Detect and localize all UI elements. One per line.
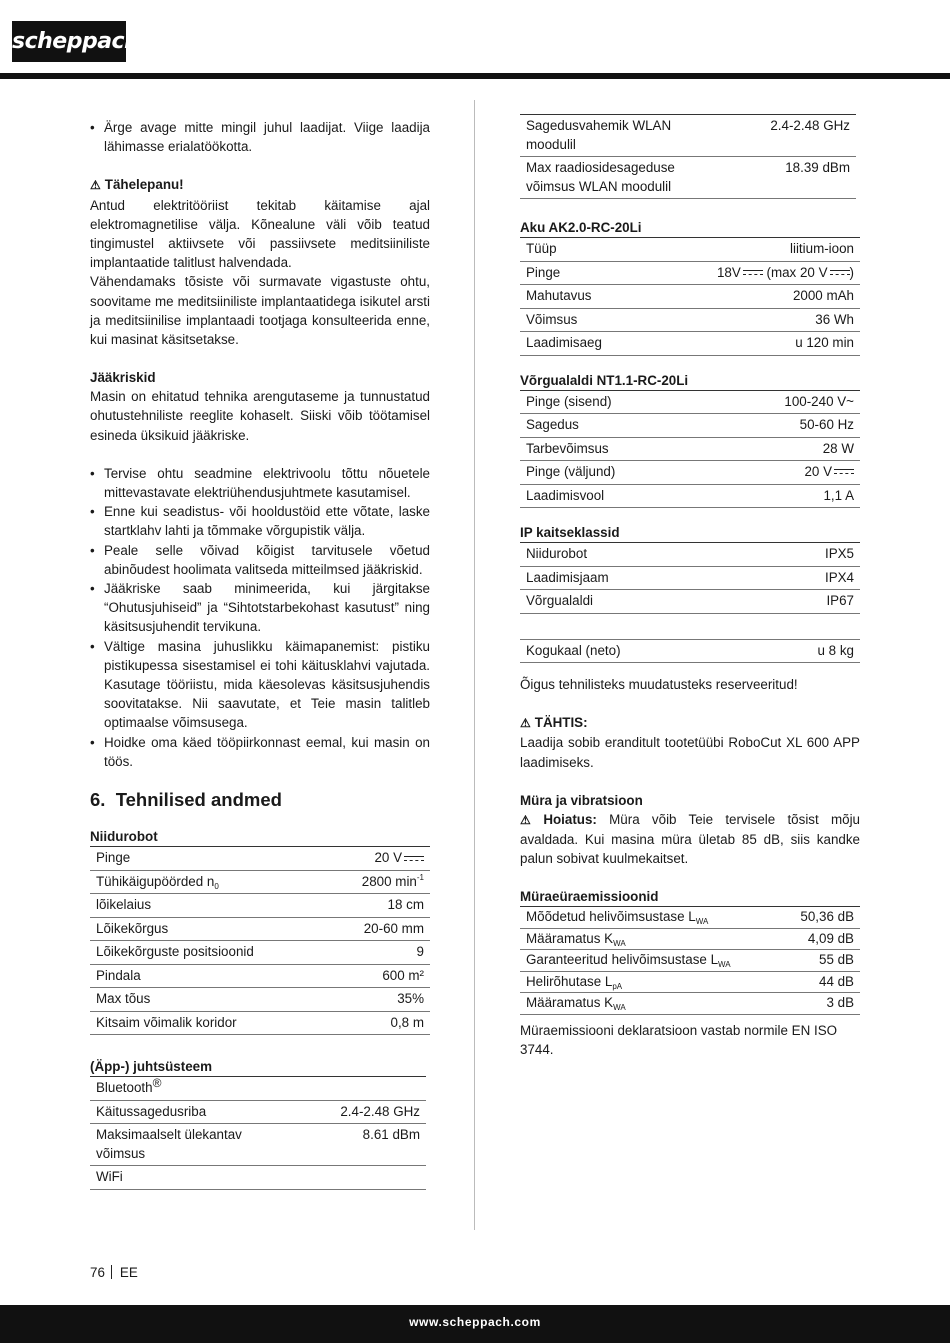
attention-paragraph-2: Vähendamaks tõsiste või surmavate vigastuste ohtu, soovitame me meditsiiniliste implantaatidega isikutel arsti ja meditsiinilise implantaadi tootjaga konsulteerida enne, kui masinat käsitsetakse.: [90, 274, 430, 348]
table-row: Pinge 18V (max 20 V ): [520, 261, 860, 285]
ip-heading: IP kaitseklassid: [520, 525, 620, 540]
attention-paragraph: Antud elektritööriist tekitab käitamise ajal elektromagnetilise välja. Kõnealune väli võib teatud tingimustel aktiivsete või passiivsete meditsiiniliste implantaatide talitlust halvendada.: [90, 197, 430, 271]
table-row: Määramatus $K_{WA}$ 4,09 dB: [520, 928, 860, 950]
table-row: Bluetooth®: [90, 1077, 426, 1101]
table-row: Lõikekõrguste positsioonid 9: [90, 941, 430, 965]
table-row: Laadimisvool 1,1 A: [520, 484, 860, 508]
list-item: • Jääkriske saab minimeerida, kui järgitakse “Ohutusjuhiseid” ja “Sihtotstarbekohast kasutust” ning käsitsusjuhendit tervikuna.: [90, 579, 430, 637]
table-row: Laadimisjaam IPX4: [520, 566, 860, 590]
noise-heading: Müra ja vibratsioon: [520, 792, 643, 808]
important-heading: ⚠ TÄHTIS:: [520, 715, 588, 731]
table-row: Laadimisaeg u 120 min: [520, 332, 860, 356]
residual-risks-list: [90, 464, 430, 771]
left-column: [90, 118, 430, 1190]
table-row: Võimsus 36 Wh: [520, 308, 860, 332]
page-number: 76: [90, 1265, 105, 1280]
right-column: [520, 114, 860, 1059]
table-row: Sagedus 50-60 Hz: [520, 414, 860, 438]
footer-divider: [111, 1265, 112, 1279]
list-item: • Hoidke oma käed tööpiirkonnast eemal, kui masin on töös.: [90, 733, 430, 771]
table-row: Lõikekõrgus 20-60 mm: [90, 917, 430, 941]
declaration: Müraemissiooni deklaratsioon vastab normile EN ISO 3744.: [520, 1022, 838, 1058]
table-row: Pinge 20 V: [90, 847, 430, 871]
table-row: Kogukaal (neto) u 8 kg: [520, 639, 860, 663]
table-row: WiFi: [90, 1166, 426, 1190]
charger-table: [520, 390, 860, 509]
section-title: 6. Tehnilised andmed: [90, 789, 282, 811]
residual-risks-heading: Jääkriskid: [90, 370, 156, 386]
table-row: Määramatus $K_{WA}$ 3 dB: [520, 993, 860, 1015]
rights-note: Õigus tehnilisteks muudatusteks reserveeritud!: [520, 677, 798, 692]
table-row: Pinge (väljund) 20 V: [520, 461, 860, 485]
table-row: Kitsaim võimalik koridor 0,8 m: [90, 1011, 430, 1035]
list-item: • Ärge avage mitte mingil juhul laadijat. Viige laadija lähimasse erialatöökotta.: [90, 118, 430, 156]
warning-triangle-icon: ⚠: [520, 812, 540, 827]
brand-logo: scheppach: [12, 21, 126, 62]
table-row: Pinge (sisend) 100-240 V~: [520, 390, 860, 414]
dc-current-icon: [743, 269, 763, 277]
battery-heading: Aku AK2.0-RC-20Li: [520, 220, 642, 235]
intro-bullet-list: [90, 118, 430, 156]
table-row: Käitussagedusriba 2.4-2.48 GHz: [90, 1100, 426, 1124]
app-control-table: [90, 1076, 426, 1190]
charger-heading: Võrgualaldi NT1.1-RC-20Li: [520, 372, 689, 388]
footer-bar: [0, 1305, 950, 1343]
table-row: Tarbevõimsus 28 W: [520, 437, 860, 461]
table-row: Helirõhutase $L_{pA}$ 44 dB: [520, 971, 860, 993]
ip-table: [520, 542, 860, 614]
attention-heading: ⚠ Tähelepanu!: [90, 177, 184, 193]
table-row: Tühikäigupöörded $n_0$ 2800 $\min^{-1}$: [90, 870, 430, 894]
warning-triangle-icon: ⚠: [520, 716, 531, 731]
table-row: Mahutavus 2000 mAh: [520, 285, 860, 309]
robot-heading: Niidurobot: [90, 829, 158, 845]
dc-current-icon: [834, 468, 854, 476]
table-row: Võrgualaldi IP67: [520, 590, 860, 614]
table-row: Maksimaalselt ülekantav võimsus 8.61 dBm: [90, 1124, 426, 1166]
weight-table: [520, 639, 860, 664]
header-bar: [0, 73, 950, 79]
list-item: • Enne kui seadistus- või hooldustöid ette võtate, laske startklahv lahti ja tõmmake võrgupistik välja.: [90, 502, 430, 540]
table-row: Pindala 600 m²: [90, 964, 430, 988]
page-footer: [90, 1263, 138, 1282]
dc-current-icon: [404, 855, 424, 863]
language-code: EE: [119, 1265, 138, 1280]
list-item: • Tervise ohtu seadmine elektrivoolu tõttu nõuetele mittevastavate elektriühendusjuhtmete kasutamisel.: [90, 464, 430, 502]
app-control-heading: (Äpp-) juhtsüsteem: [90, 1059, 212, 1075]
dc-current-icon: [830, 269, 850, 277]
warning-triangle-icon: ⚠: [90, 178, 101, 193]
important-text: Laadija sobib eranditult tootetüübi RoboCut XL 600 APP laadimiseks.: [520, 735, 860, 770]
residual-risks-paragraph: Masin on ehitatud tehnika arengutaseme ja tunnustatud ohutustehniliste reeglite kohaselt. Siiski võib töötamisel esineda üksikuid jääkriske.: [90, 389, 430, 443]
robot-spec-table: [90, 846, 430, 1035]
emission-heading: Müraeüraemissioonid: [520, 889, 659, 905]
table-row: Tüüp liitium-ioon: [520, 238, 860, 262]
table-row: lõikelaius 18 cm: [90, 894, 430, 918]
table-row: Max tõus 35%: [90, 988, 430, 1012]
battery-table: [520, 237, 860, 356]
website-link[interactable]: www.scheppach.com: [409, 1315, 541, 1329]
list-item: • Peale selle võivad kõigist tarvitusele võetud abinõudest hoolimata valitseda mitteilmsed jääkriskid.: [90, 541, 430, 579]
table-row: Niidurobot IPX5: [520, 543, 860, 567]
table-row: Garanteeritud helivõimsustase $L_{WA}$ 55 dB: [520, 950, 860, 972]
list-item: • Vältige masina juhuslikku käimapanemist: pistiku pistikupessa sisestamisel ei tohi käitusklahvi vajutada. Kasutage tööriistu, mida käesolevas käsitsusjuhendis soovitatakse. Nii saavutate, et Teie masin talitleb optimaalse võimsusega.: [90, 637, 430, 733]
emission-table: [520, 906, 860, 1015]
table-row: Sagedusvahemik WLAN moodulil 2.4-2.48 GHz: [520, 115, 856, 157]
noise-warning: ⚠ Hoiatus: Müra võib Teie tervisele tõsist mõju avaldada. Kui masina müra ületab 85 dB, siis kandke palun sobivat kuulmekaitset.: [520, 811, 860, 867]
column-divider: [474, 100, 475, 1230]
table-row: Mõõdetud helivõimsustase $L_{WA}$ 50,36 dB: [520, 907, 860, 929]
wlan-table: [520, 114, 856, 199]
table-row: Max raadiosidesageduse võimsus WLAN moodulil 18.39 dBm: [520, 157, 856, 199]
